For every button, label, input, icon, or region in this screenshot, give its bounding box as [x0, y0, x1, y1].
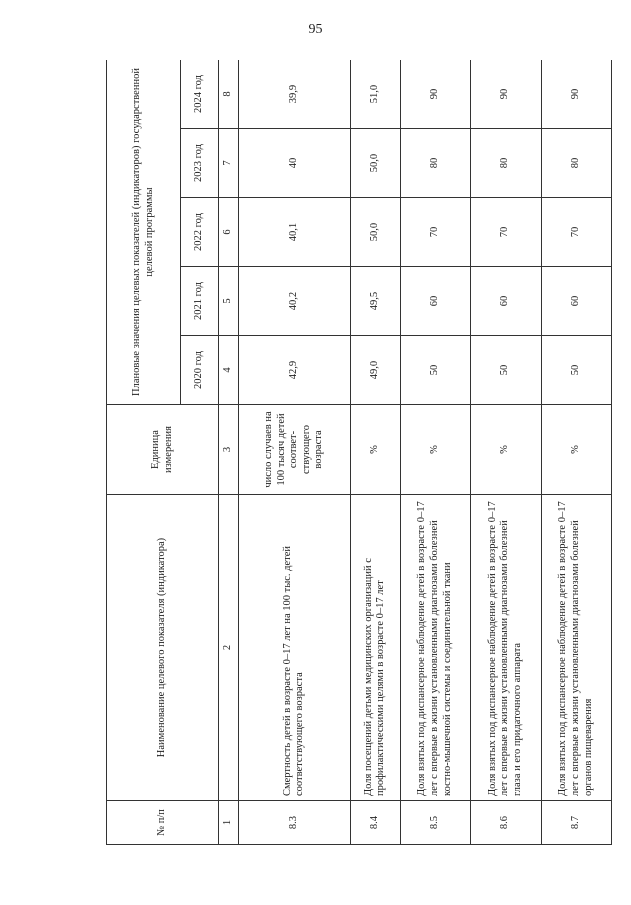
year-header: 2021 год	[181, 267, 219, 336]
value-cell: 90	[541, 60, 612, 129]
header-col-plan: Плановые значения целевых показателей (индикаторов) государственной целевой программы	[107, 60, 181, 405]
table-row	[541, 60, 612, 845]
unit: число случаев на 100 тысяч детей соответ-ствующего возраста	[239, 405, 351, 495]
unit: %	[400, 405, 470, 495]
value-cell: 70	[400, 198, 470, 267]
unit: %	[541, 405, 612, 495]
header-row	[107, 60, 181, 845]
value-cell: 49,0	[350, 336, 400, 405]
row-number: 8.3	[239, 801, 351, 845]
indicator-name: Смертность детей в возрасте 0–17 лет на 100 тыс. детей соответствующего возраста	[239, 495, 351, 801]
value-cell: 50	[471, 336, 541, 405]
row-number: 8.6	[471, 801, 541, 845]
value-cell: 80	[541, 129, 612, 198]
header-col-no: № п/п	[107, 801, 219, 845]
value-cell: 50	[541, 336, 612, 405]
table-row	[350, 60, 400, 845]
row-number: 8.4	[350, 801, 400, 845]
column-number: 3	[219, 405, 239, 495]
value-cell: 40,1	[239, 198, 351, 267]
header-col-name: Наименование целевого показателя (индикатора)	[107, 495, 219, 801]
year-header: 2022 год	[181, 198, 219, 267]
column-number: 6	[219, 198, 239, 267]
column-number-row	[219, 60, 239, 845]
header-col-unit: Единица измерения	[107, 405, 219, 495]
value-cell: 49,5	[350, 267, 400, 336]
value-cell: 50	[400, 336, 470, 405]
value-cell: 70	[541, 198, 612, 267]
unit: %	[471, 405, 541, 495]
year-header: 2023 год	[181, 129, 219, 198]
value-cell: 50,0	[350, 198, 400, 267]
column-number: 5	[219, 267, 239, 336]
value-cell: 70	[471, 198, 541, 267]
indicator-name: Доля взятых под диспансерное наблюдение детей в возрасте 0–17 лет с впервые в жизни установленными диагнозами болезней глаза и его придаточного аппарата	[471, 495, 541, 801]
rotated-table	[106, 60, 612, 845]
year-header: 2020 год	[181, 336, 219, 405]
column-number: 7	[219, 129, 239, 198]
indicators-table	[106, 60, 612, 845]
value-cell: 51,0	[350, 60, 400, 129]
year-header: 2024 год	[181, 60, 219, 129]
page-number: 95	[308, 22, 323, 37]
value-cell: 60	[541, 267, 612, 336]
row-number: 8.7	[541, 801, 612, 845]
column-number: 2	[219, 495, 239, 801]
value-cell: 40,2	[239, 267, 351, 336]
rotated-table-container	[106, 60, 612, 845]
indicator-name: Доля взятых под диспансерное наблюдение детей в возрасте 0–17 лет с впервые в жизни установленными диагнозами болезней костно-мышечной системы и соединительной ткани	[400, 495, 470, 801]
value-cell: 60	[400, 267, 470, 336]
unit: %	[350, 405, 400, 495]
column-number: 4	[219, 336, 239, 405]
indicator-name: Доля взятых под диспансерное наблюдение детей в возрасте 0–17 лет с впервые в жизни установленными диагнозами болезней органов пищеварения	[541, 495, 612, 801]
value-cell: 42,9	[239, 336, 351, 405]
table-row	[471, 60, 541, 845]
column-number: 1	[219, 801, 239, 845]
column-number: 8	[219, 60, 239, 129]
value-cell: 60	[471, 267, 541, 336]
value-cell: 40	[239, 129, 351, 198]
value-cell: 80	[471, 129, 541, 198]
value-cell: 50,0	[350, 129, 400, 198]
row-number: 8.5	[400, 801, 470, 845]
value-cell: 90	[400, 60, 470, 129]
table-row	[239, 60, 351, 845]
indicator-name: Доля посещений детьми медицинских организаций с профилактическими целями в возрасте 0–17 лет	[350, 495, 400, 801]
table-row	[400, 60, 470, 845]
value-cell: 80	[400, 129, 470, 198]
value-cell: 39,9	[239, 60, 351, 129]
value-cell: 90	[471, 60, 541, 129]
